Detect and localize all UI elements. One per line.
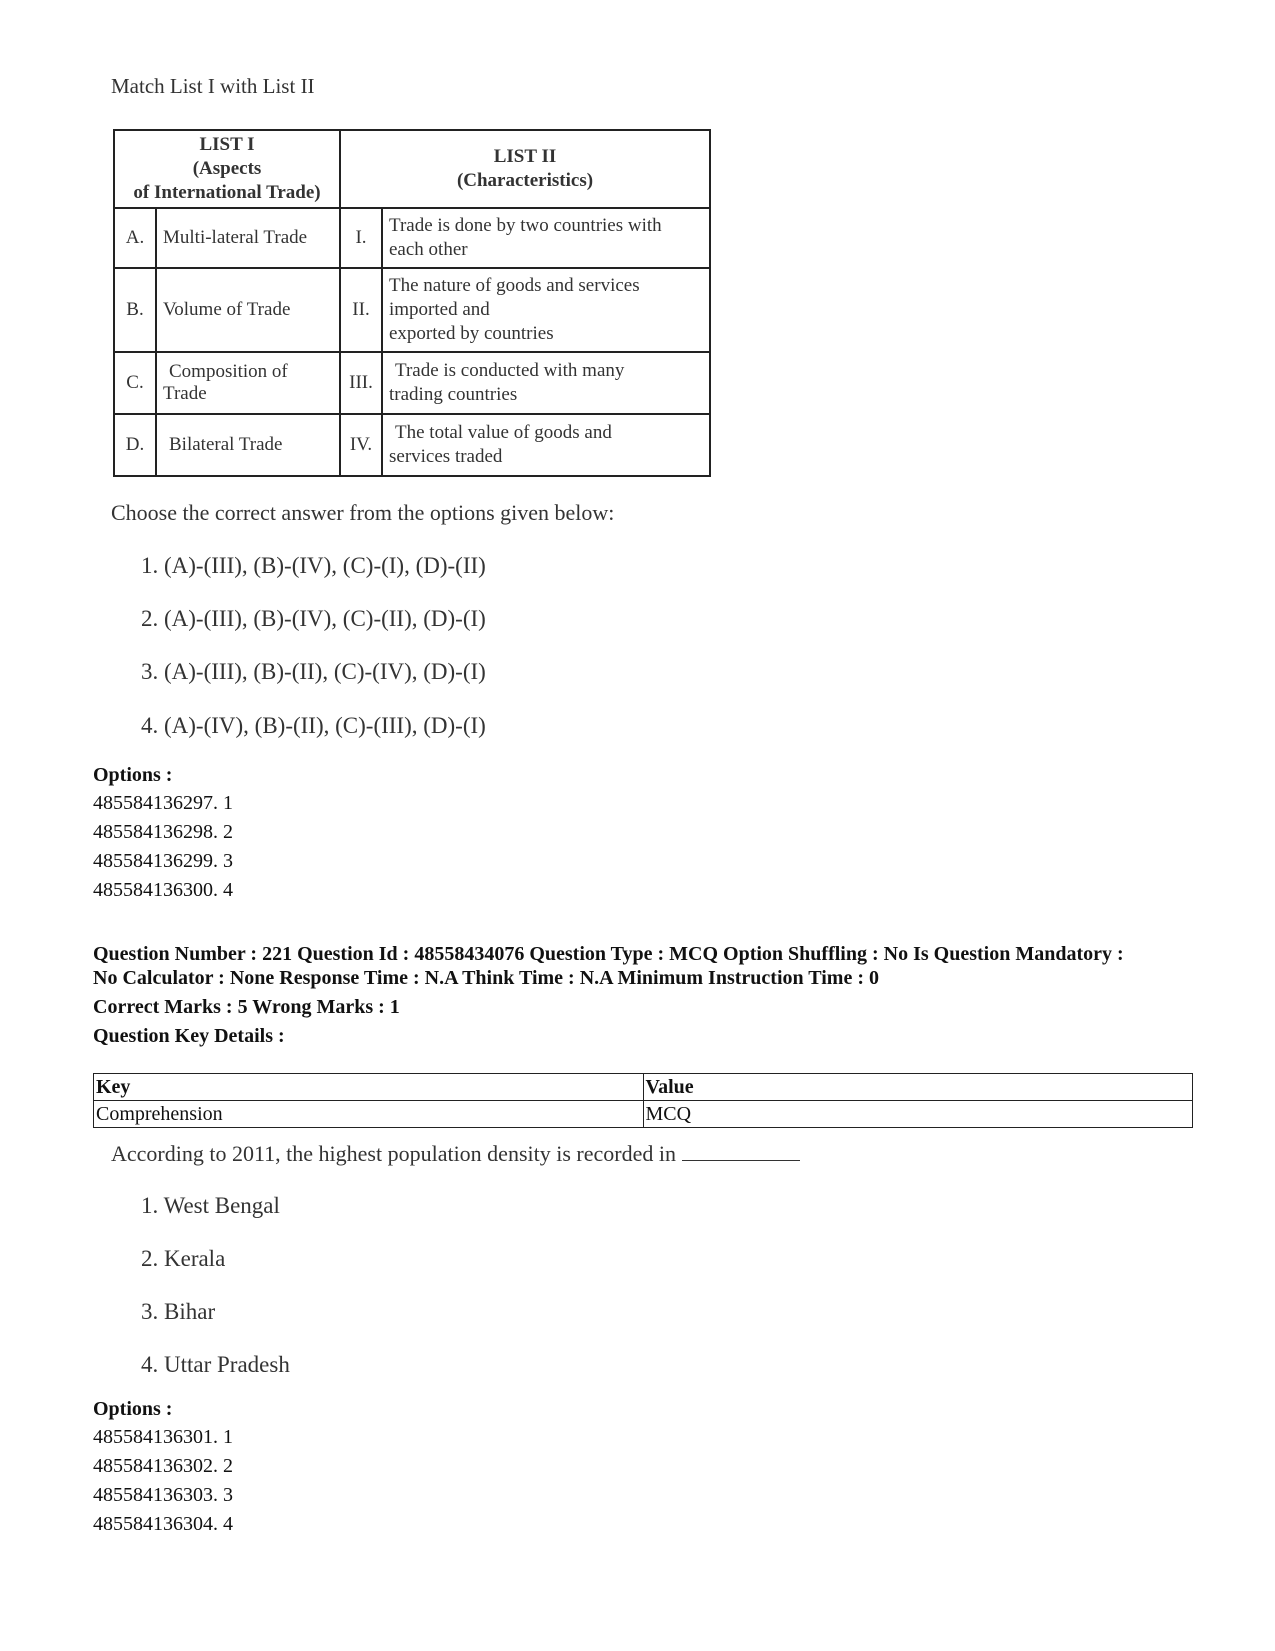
option-id: 485584136297. 1: [93, 792, 233, 814]
char-line: Trade is conducted with many: [395, 360, 625, 381]
value-header: Value: [643, 1074, 1193, 1101]
aspect-line: Trade: [163, 383, 207, 404]
list-i-header: [114, 130, 340, 208]
table-row: [114, 268, 710, 352]
list-i-subtitle-2: of International Trade): [133, 182, 321, 203]
table-row: [114, 414, 710, 476]
option-id: 485584136303. 3: [93, 1484, 233, 1506]
options-label: Options :: [93, 764, 173, 786]
row-letter: D.: [114, 414, 156, 476]
row-aspect: Volume of Trade: [156, 268, 340, 352]
match-table: [113, 129, 711, 477]
key-cell: Comprehension: [94, 1101, 644, 1128]
row-aspect: [156, 414, 340, 476]
char-line: exported by countries: [389, 323, 554, 344]
option-id: 485584136298. 2: [93, 821, 233, 843]
char-line: Trade is done by two countries with: [389, 215, 662, 236]
question-stem: According to 2011, the highest population density is recorded in: [111, 1141, 676, 1166]
answer-choice-4: 4. (A)-(IV), (B)-(II), (C)-(III), (D)-(I): [141, 713, 486, 738]
answer-choice-2: 2. Kerala: [141, 1246, 226, 1271]
answer-choice-3: 3. Bihar: [141, 1299, 216, 1324]
question-meta-line-2: No Calculator : None Response Time : N.A Think Time : N.A Minimum Instruction Time : 0: [93, 967, 879, 989]
row-roman: III.: [340, 352, 382, 414]
options-label: Options :: [93, 1398, 173, 1420]
answer-blank: [682, 1140, 800, 1161]
aspect-text: Bilateral Trade: [169, 434, 283, 455]
char-line: imported and: [389, 299, 490, 320]
option-id: 485584136301. 1: [93, 1426, 233, 1448]
key-details-table: [93, 1073, 1193, 1128]
row-characteristic: [382, 352, 710, 414]
row-characteristic: [382, 208, 710, 268]
list-ii-header: [340, 130, 710, 208]
option-id: 485584136299. 3: [93, 850, 233, 872]
value-cell: MCQ: [643, 1101, 1193, 1128]
key-header: Key: [94, 1074, 644, 1101]
row-letter: A.: [114, 208, 156, 268]
char-line: The total value of goods and: [395, 422, 612, 443]
row-characteristic: [382, 268, 710, 352]
row-roman: IV.: [340, 414, 382, 476]
question-meta-line-1: Question Number : 221 Question Id : 48558434076 Question Type : MCQ Option Shuffling : No Is Question Mandatory :: [93, 943, 1124, 965]
row-aspect: Multi-lateral Trade: [156, 208, 340, 268]
option-id: 485584136302. 2: [93, 1455, 233, 1477]
aspect-line: Composition of: [169, 361, 288, 382]
table-row: [94, 1101, 1193, 1128]
list-ii-subtitle: (Characteristics): [456, 170, 594, 191]
row-letter: B.: [114, 268, 156, 352]
row-letter: C.: [114, 352, 156, 414]
key-table-header: [94, 1074, 1193, 1101]
option-id: 485584136304. 4: [93, 1513, 233, 1535]
answer-choice-1: 1. West Bengal: [141, 1193, 280, 1218]
list-i-title: LIST I: [199, 134, 255, 155]
table-row: [114, 208, 710, 268]
answer-choice-1: 1. (A)-(III), (B)-(IV), (C)-(I), (D)-(II): [141, 553, 486, 578]
row-characteristic: [382, 414, 710, 476]
marks-line: Correct Marks : 5 Wrong Marks : 1: [93, 996, 400, 1018]
answer-choice-4: 4. Uttar Pradesh: [141, 1352, 290, 1377]
char-line: each other: [389, 239, 468, 260]
key-details-label: Question Key Details :: [93, 1025, 285, 1047]
question-text: [111, 1140, 800, 1167]
row-roman: I.: [340, 208, 382, 268]
row-aspect: [156, 352, 340, 414]
char-line: trading countries: [389, 384, 518, 405]
row-roman: II.: [340, 268, 382, 352]
list-i-subtitle-1: (Aspects: [192, 158, 262, 179]
option-id: 485584136300. 4: [93, 879, 233, 901]
choose-instruction: Choose the correct answer from the options given below:: [111, 500, 615, 525]
answer-choice-3: 3. (A)-(III), (B)-(II), (C)-(IV), (D)-(I): [141, 659, 486, 684]
table-row: [114, 352, 710, 414]
answer-choice-2: 2. (A)-(III), (B)-(IV), (C)-(II), (D)-(I): [141, 606, 486, 631]
match-instruction: Match List I with List II: [111, 74, 315, 98]
char-line: services traded: [389, 446, 503, 467]
list-ii-title: LIST II: [493, 146, 557, 167]
char-line: The nature of goods and services: [389, 275, 640, 296]
